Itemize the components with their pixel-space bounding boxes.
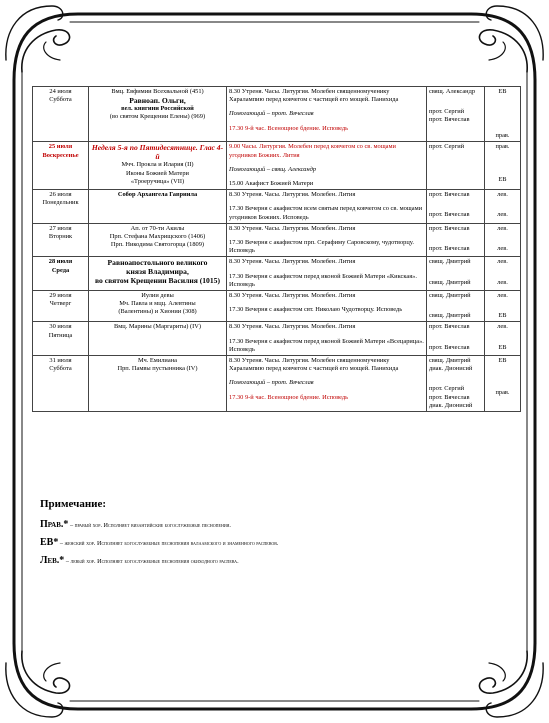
choir-label: ЕВ (498, 312, 507, 320)
saint-line: Мчч. Прокла и Илария (II) (121, 161, 194, 169)
date-cell (33, 356, 89, 412)
service-text: 8.30 Утреня. Часы. Литургия. Молебен. Лития (229, 191, 356, 199)
choir-label: ЕВ (498, 357, 507, 365)
clergy-name: свящ. Дмитрий (429, 278, 471, 286)
choir-cell (485, 356, 521, 412)
weekday-text: Вторник (48, 233, 73, 241)
service-text: Помогающий – прот. Вячеслав (229, 110, 314, 118)
saint-line: (во святом Крещении Елены) (969) (109, 113, 206, 121)
spacer (487, 108, 518, 120)
saint-line: во святом Крещении Василия (1015) (95, 276, 220, 286)
saint-cell (89, 322, 227, 356)
service-text: 15.00 Акафист Божией Матери (229, 180, 314, 188)
clergy-name: прот. Вячеслав (429, 116, 470, 124)
date-cell (33, 223, 89, 257)
spacer (429, 332, 482, 344)
service-cell (227, 257, 427, 291)
date-text: 27 июля (49, 224, 72, 232)
saint-line: Иконы Божией Матери (126, 169, 189, 177)
saint-cell (89, 142, 227, 190)
clergy-cell (427, 87, 485, 142)
service-text: 17.30 Вечерня с акафистом перед иконой Божией Матери «Кикская». Исповедь (229, 272, 417, 288)
choir-label: лев. (497, 191, 508, 199)
clergy-name: свящ. Александр (429, 88, 476, 95)
spacer (487, 199, 518, 211)
spacer (487, 365, 518, 377)
spacer (429, 199, 482, 211)
clergy-name: прот. Вячеслав (429, 224, 470, 232)
schedule-table (32, 86, 521, 412)
date-text: 28 июля (48, 258, 73, 266)
service-text: 8.30 Утреня. Часы. Литургия. Молебен. Лития (229, 224, 356, 232)
service-text: 8.30 Утреня. Часы. Литургия. Молебен. Лития (229, 258, 356, 266)
choir-label: прав. (495, 132, 510, 140)
choir-label: лев. (497, 245, 508, 253)
choir-cell (485, 322, 521, 356)
spacer (429, 300, 482, 312)
saint-line: Равноап. Ольги, (129, 96, 186, 106)
service-text: 17.30 Вечерня с акафистом прп. Серафиму Саровскому, чудотворцу. Исповедь (229, 239, 414, 255)
note-text: – женский хор. Исполняет богослужебные песнопения валаамского и знаменного распевов. (58, 540, 279, 547)
weekday-text: Суббота (49, 96, 72, 104)
saint-line: Равноапостольного великого (107, 258, 208, 268)
date-text: 31 июля (49, 357, 72, 365)
date-text: 30 июля (49, 323, 72, 331)
saint-line: Неделя 5-я по Пятидесятнице. Глас 4-й (91, 143, 224, 162)
saint-cell (89, 223, 227, 257)
date-text: 29 июля (49, 292, 72, 300)
saint-cell (89, 291, 227, 322)
saint-cell (89, 257, 227, 291)
clergy-name: диак. Дионисий (429, 365, 473, 373)
service-text: 8.30 Утреня. Часы. Литургия. Молебен. Лития (229, 292, 356, 300)
clergy-name: прот. Сергий (429, 108, 465, 116)
date-text: 26 июля (49, 191, 72, 199)
choir-label: лев. (497, 211, 508, 219)
spacer (487, 300, 518, 312)
spacer (487, 377, 518, 389)
choir-label: прав. (495, 389, 510, 397)
saint-line: Иулии девы (141, 292, 174, 300)
clergy-name: свящ. Дмитрий (429, 312, 471, 320)
clergy-name: диак. Дионисий (429, 401, 473, 409)
spacer (487, 233, 518, 245)
service-text: 17.30 9-й час. Всенощное бдение. Исповедь (229, 393, 349, 401)
weekday-text: Среда (51, 266, 70, 274)
saint-line: Прп. Никодима Святогорца (1809) (110, 241, 205, 249)
service-text: 17.30 Вечерня с акафистом перед иконой Божией Матери «Всецарица». Исповедь (229, 337, 424, 353)
service-cell (227, 142, 427, 190)
service-text: Помогающий – свящ. Александр (229, 165, 317, 173)
note-text: – левый хор. Исполняет богослужебные песнопения обиходного распева. (64, 558, 239, 565)
saint-line: князя Владимира, (126, 267, 189, 277)
spacer (487, 96, 518, 108)
table-row (33, 257, 521, 291)
choir-label: ЕВ (498, 88, 507, 95)
service-cell (227, 356, 427, 412)
service-text: 17.30 Вечерня с акафистом свт. Николаю Чудотворцу. Исповедь (229, 306, 403, 314)
clergy-cell (427, 291, 485, 322)
notes-title: Примечание: (40, 498, 107, 510)
clergy-cell (427, 190, 485, 224)
spacer (429, 267, 482, 279)
notes-section (40, 498, 510, 573)
saint-line: (Валентины) и Хионии (308) (118, 308, 197, 316)
saint-line: «Троеручица» (VII) (130, 177, 185, 185)
service-text: 9.00 Часы. Литургия. Молебен перед ковчегом со св. мощами угодников Божиих. Лития (229, 143, 396, 159)
spacer (429, 96, 482, 108)
spacer (487, 164, 518, 176)
note-key: ЕВ* (40, 537, 59, 548)
date-cell (33, 257, 89, 291)
date-cell (33, 190, 89, 224)
weekday-text: Пятница (48, 331, 73, 339)
saint-line: Прп. Памвы пустынника (IV) (117, 365, 198, 373)
saint-cell (89, 190, 227, 224)
service-text: 17.30 9-й час. Всенощное бдение. Исповедь (229, 124, 349, 132)
choir-cell (485, 223, 521, 257)
saint-line: Собор Архангела Гавриила (117, 191, 198, 199)
weekday-text: Суббота (49, 365, 72, 373)
choir-cell (485, 190, 521, 224)
saint-line: Мч. Емилиана (138, 357, 177, 365)
saint-line: Вмц. Марины (Маргариты) (IV) (113, 323, 202, 331)
table-row (33, 291, 521, 322)
weekday-text: Четверг (49, 300, 72, 308)
clergy-name: прот. Вячеслав (429, 191, 470, 199)
clergy-name: прот. Вячеслав (429, 245, 470, 253)
saint-line: Прп. Стефана Махрищского (1406) (109, 233, 206, 241)
saint-line: Вмц. Евфимии Всехвальной (451) (111, 88, 204, 95)
table-row (33, 190, 521, 224)
service-text: 8.30 Утреня. Часы. Литургия. Молебен священномученику Харалампию перед ковчегом с частицей его мощей. Панихида (229, 357, 399, 373)
note-key: Лев.* (40, 555, 65, 566)
choir-cell (485, 142, 521, 190)
service-text: 8.30 Утреня. Часы. Литургия. Молебен священномученику Харалампию перед ковчегом с частицей его мощей. Панихида (229, 88, 399, 104)
choir-label: прав. (495, 143, 510, 151)
service-cell (227, 322, 427, 356)
service-cell (227, 291, 427, 322)
note-item-womens-choir (40, 537, 510, 548)
service-text: 17.30 Вечерня с акафистом всем святым перед ковчегом со св. мощами угодников Божиих. Исповедь (229, 205, 423, 221)
date-cell (33, 291, 89, 322)
note-key: Прав.* (40, 519, 69, 530)
note-item-left-choir (40, 555, 510, 566)
choir-label: лев. (497, 224, 508, 232)
clergy-cell (427, 322, 485, 356)
clergy-cell (427, 223, 485, 257)
clergy-name: свящ. Дмитрий (429, 292, 471, 300)
date-cell (33, 87, 89, 142)
clergy-name: свящ. Дмитрий (429, 258, 471, 266)
choir-label: ЕВ (498, 175, 507, 183)
service-text: Помогающий – прот. Вячеслав (229, 379, 314, 387)
table-row (33, 322, 521, 356)
spacer (429, 373, 482, 385)
saint-cell (89, 87, 227, 142)
choir-label: лев. (497, 323, 508, 331)
choir-cell (485, 87, 521, 142)
spacer (487, 120, 518, 132)
service-cell (227, 190, 427, 224)
saint-line: Ап. от 70-ти Акилы (130, 224, 185, 232)
spacer (487, 332, 518, 344)
table-row (33, 356, 521, 412)
spacer (487, 152, 518, 164)
clergy-name: прот. Сергий (429, 385, 465, 393)
service-cell (227, 87, 427, 142)
table-row (33, 87, 521, 142)
choir-label: лев. (497, 258, 508, 266)
clergy-cell (427, 142, 485, 190)
note-item-right-choir (40, 519, 510, 530)
weekday-text: Понедельник (42, 199, 79, 207)
note-text: – правый хор. Исполняет византийские богослужебные песнопения. (68, 522, 231, 529)
clergy-cell (427, 356, 485, 412)
saint-line: вел. княгини Российской (121, 105, 194, 113)
clergy-name: прот. Вячеслав (429, 343, 470, 351)
choir-label: ЕВ (498, 343, 507, 351)
service-cell (227, 223, 427, 257)
date-cell (33, 142, 89, 190)
clergy-name: прот. Сергий (429, 143, 465, 151)
clergy-name: свящ. Дмитрий (429, 357, 471, 365)
spacer (487, 267, 518, 279)
choir-label: лев. (497, 292, 508, 300)
table-row (33, 142, 521, 190)
weekday-text: Воскресенье (42, 151, 79, 159)
saint-cell (89, 356, 227, 412)
clergy-name: прот. Вячеслав (429, 323, 470, 331)
date-text: 24 июля (49, 88, 72, 95)
clergy-name: прот. Вячеслав (429, 211, 470, 219)
spacer (429, 233, 482, 245)
date-text: 25 июля (48, 143, 73, 151)
service-text: 8.30 Утреня. Часы. Литургия. Молебен. Лития (229, 323, 356, 331)
saint-line: Мч. Павла и мцц. Алевтины (119, 300, 196, 308)
choir-cell (485, 257, 521, 291)
date-cell (33, 322, 89, 356)
clergy-name: прот. Вячеслав (429, 393, 470, 401)
table-row (33, 223, 521, 257)
clergy-cell (427, 257, 485, 291)
choir-cell (485, 291, 521, 322)
choir-label: лев. (497, 278, 508, 286)
